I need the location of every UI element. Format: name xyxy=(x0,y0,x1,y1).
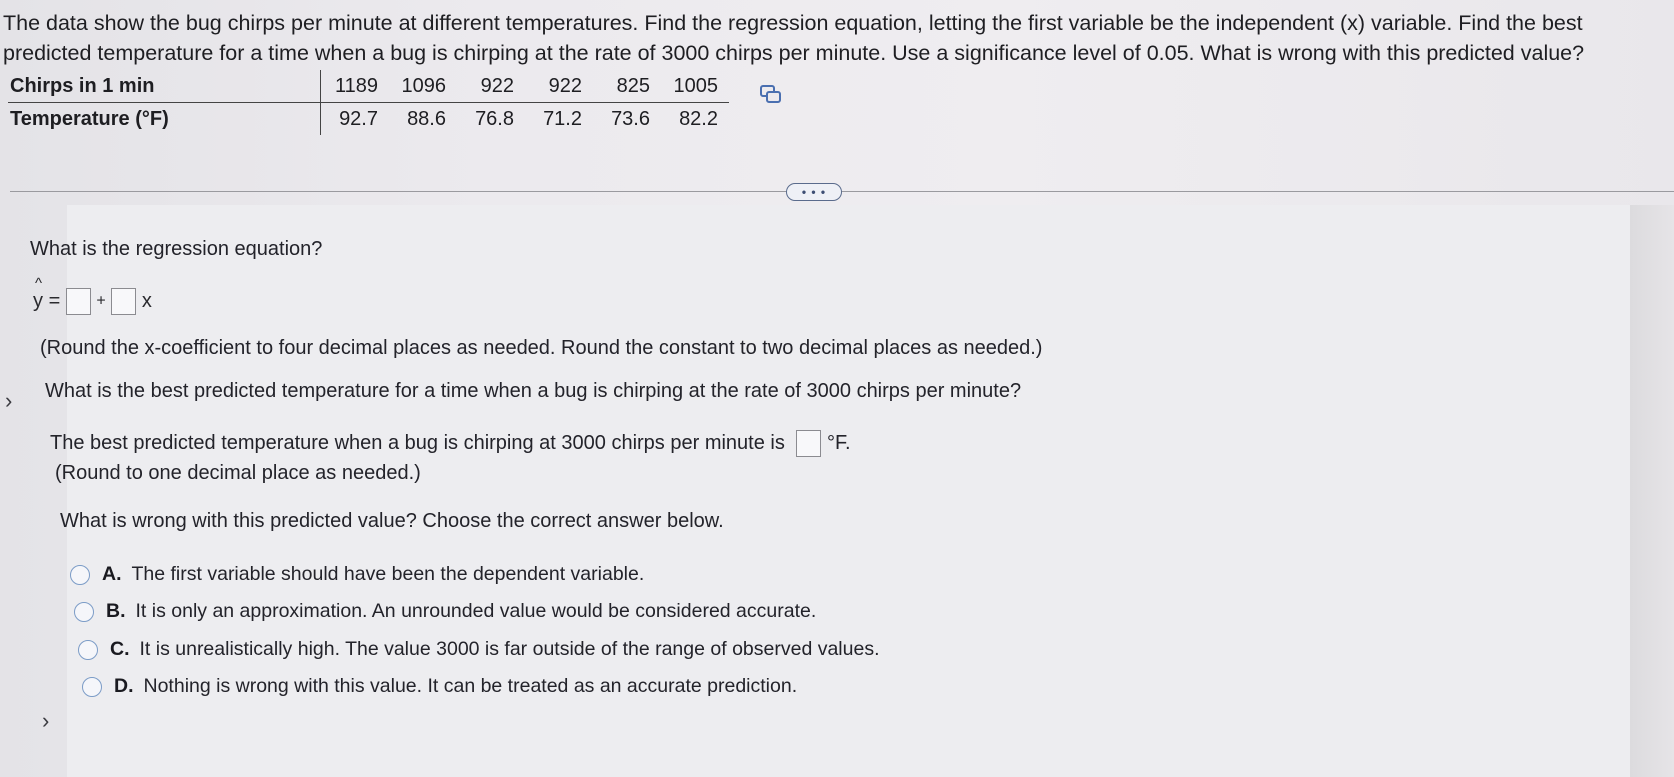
x-symbol: x xyxy=(141,290,152,312)
more-options-button[interactable]: • • • xyxy=(786,183,842,201)
prediction-answer-line xyxy=(50,430,851,457)
table-cell: 92.7 xyxy=(339,107,378,130)
answer-option-c[interactable] xyxy=(78,638,880,661)
y-hat-symbol xyxy=(33,274,43,313)
option-text: It is only an approximation. An unrounded value would be considered accurate. xyxy=(135,600,817,622)
option-text: The first variable should have been the dependent variable. xyxy=(131,563,645,585)
wrong-value-prompt: What is wrong with this predicted value? Choose the correct answer below. xyxy=(60,510,724,532)
option-letter: B. xyxy=(106,600,126,622)
regression-equation xyxy=(33,274,152,315)
question-text xyxy=(3,8,1671,68)
question-line-1: The data show the bug chirps per minute at different temperatures. Find the regression equation, letting the first variable be the independent (x) variable. Find the best xyxy=(3,11,1583,35)
table-cell: 73.6 xyxy=(611,107,650,130)
option-letter: D. xyxy=(114,675,134,697)
predicted-temperature-input[interactable] xyxy=(796,430,821,457)
option-text: Nothing is wrong with this value. It can be treated as an accurate prediction. xyxy=(143,675,798,697)
table-cell: 88.6 xyxy=(407,107,446,130)
table-cell: 1096 xyxy=(389,70,457,103)
copy-icon[interactable] xyxy=(760,85,782,103)
prediction-prompt: What is the best predicted temperature for a time when a bug is chirping at the rate of 3000 chirps per minute? xyxy=(45,380,1022,402)
table-cell: 82.2 xyxy=(679,107,718,130)
panel-edge xyxy=(1630,205,1674,777)
option-letter: C. xyxy=(110,638,130,660)
table-cell: 76.8 xyxy=(475,107,514,130)
chevron-right-icon[interactable]: › xyxy=(5,388,13,413)
table-cell: 922 xyxy=(457,70,525,103)
table-cell: 1005 xyxy=(661,70,729,103)
table-cell: 922 xyxy=(525,70,593,103)
row-label-temperature: Temperature (°F) xyxy=(10,107,169,130)
unit-label: °F. xyxy=(826,431,851,454)
radio-button[interactable] xyxy=(82,677,102,697)
chevron-right-icon[interactable]: › xyxy=(42,708,50,733)
option-text: It is unrealistically high. The value 3000 is far outside of the range of observed values. xyxy=(139,638,880,660)
radio-button[interactable] xyxy=(70,565,90,585)
answer-option-a[interactable] xyxy=(70,563,644,586)
equals-sign: = xyxy=(48,290,61,312)
table-cell: 1189 xyxy=(321,70,389,103)
table-cell: 825 xyxy=(593,70,661,103)
table-row-temperature xyxy=(8,103,729,136)
x-coefficient-input[interactable] xyxy=(111,288,136,315)
hat-symbol: ^ xyxy=(35,274,43,292)
table-cell: 71.2 xyxy=(543,107,582,130)
answer-option-d[interactable] xyxy=(82,675,797,698)
prediction-answer-prefix: The best predicted temperature when a bug is chirping at 3000 chirps per minute is xyxy=(50,431,785,454)
rounding-note-regression: (Round the x-coefficient to four decimal places as needed. Round the constant to two decimal places as needed.) xyxy=(40,337,1043,359)
radio-button[interactable] xyxy=(78,640,98,660)
answer-option-b[interactable] xyxy=(74,600,816,623)
table-row-chirps xyxy=(8,70,729,103)
plus-sign: + xyxy=(96,292,106,310)
radio-button[interactable] xyxy=(74,602,94,622)
constant-input[interactable] xyxy=(66,288,91,315)
y-symbol: y xyxy=(33,290,43,313)
row-label-chirps: Chirps in 1 min xyxy=(8,70,321,103)
question-line-2: predicted temperature for a time when a bug is chirping at the rate of 3000 chirps per minute. Use a significance level of 0.05. What is wrong with this predicted value? xyxy=(3,41,1585,65)
rounding-note-prediction: (Round to one decimal place as needed.) xyxy=(55,462,421,484)
option-letter: A. xyxy=(102,563,122,585)
regression-prompt: What is the regression equation? xyxy=(30,238,323,260)
section-divider xyxy=(10,191,1674,192)
data-table xyxy=(8,70,729,135)
